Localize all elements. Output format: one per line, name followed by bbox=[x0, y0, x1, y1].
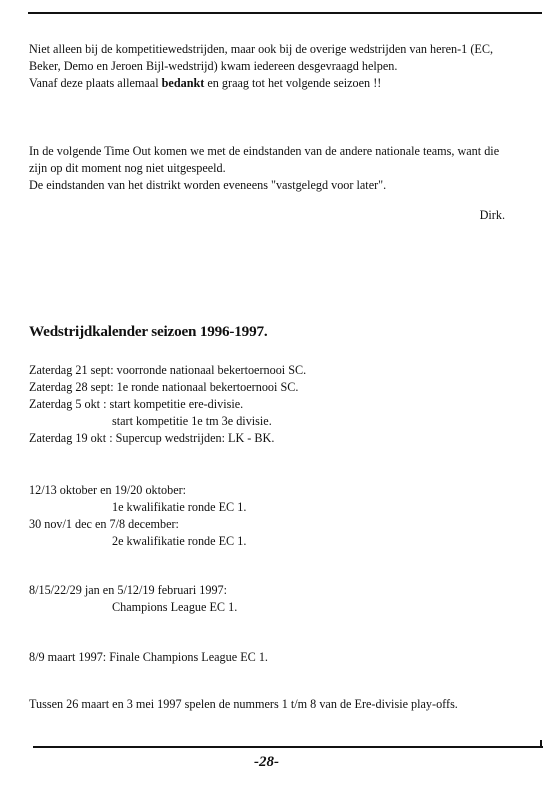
page-number: -28- bbox=[254, 754, 279, 770]
calendar-entry-final: 8/9 maart 1997: Finale Champions League EC 1. bbox=[29, 650, 268, 664]
calendar-entry-oct-dates: 12/13 oktober en 19/20 oktober: bbox=[29, 483, 187, 497]
calendar-entry-jan-desc: Champions League EC 1. bbox=[112, 600, 238, 614]
calendar-entry-nov-dates: 30 nov/1 dec en 7/8 december: bbox=[29, 517, 179, 531]
timeout-section bbox=[29, 143, 511, 194]
bottom-rule-tick bbox=[540, 740, 542, 748]
calendar-entry-playoffs: Tussen 26 maart en 3 mei 1997 spelen de nummers 1 t/m 8 van de Ere-divisie play-offs. bbox=[29, 697, 458, 711]
calendar-entry-sat-21: Zaterdag 21 sept: voorronde nationaal bekertoernooi SC. bbox=[29, 363, 307, 377]
thanks-bold: bedankt bbox=[161, 76, 205, 90]
calendar-title: Wedstrijdkalender seizoen 1996-1997. bbox=[29, 323, 268, 340]
intro-section bbox=[29, 41, 511, 92]
thanks-pre: Vanaf deze plaats allemaal bbox=[29, 76, 162, 90]
calendar-entry-sat-28: Zaterdag 28 sept: 1e ronde nationaal bekertoernooi SC. bbox=[29, 380, 299, 394]
calendar-entry-sat-19: Zaterdag 19 okt : Supercup wedstrijden: LK - BK. bbox=[29, 431, 275, 445]
calendar-entry-nov-desc: 2e kwalifikatie ronde EC 1. bbox=[112, 534, 247, 548]
calendar-entry-jan-dates: 8/15/22/29 jan en 5/12/19 februari 1997: bbox=[29, 583, 228, 597]
top-rule bbox=[28, 12, 542, 14]
thanks-post: en graag tot het volgende seizoen !! bbox=[204, 76, 382, 90]
district-paragraph: De eindstanden van het distrikt worden eveneens "vastgelegd voor later". bbox=[29, 178, 387, 192]
intro-paragraph: Niet alleen bij de kompetitiewedstrijden, maar ook bij de overige wedstrijden van heren-1 (EC, Beker, Demo en Jeroen Bijl-wedstrijd) kwam iedereen desgevraagd helpen. bbox=[29, 42, 493, 73]
calendar-entry-oct-desc: 1e kwalifikatie ronde EC 1. bbox=[112, 500, 247, 514]
calendar-entry-sat-5: Zaterdag 5 okt : start kompetitie ere-divisie. bbox=[29, 397, 244, 411]
bottom-rule bbox=[33, 746, 543, 748]
signature: Dirk. bbox=[479, 208, 505, 222]
calendar-entry-sat-5-sub: start kompetitie 1e tm 3e divisie. bbox=[112, 414, 272, 428]
thanks-line bbox=[29, 75, 511, 92]
timeout-paragraph: In de volgende Time Out komen we met de eindstanden van de andere nationale teams, want die zijn op dit moment nog niet uitgespeeld. bbox=[29, 144, 500, 175]
